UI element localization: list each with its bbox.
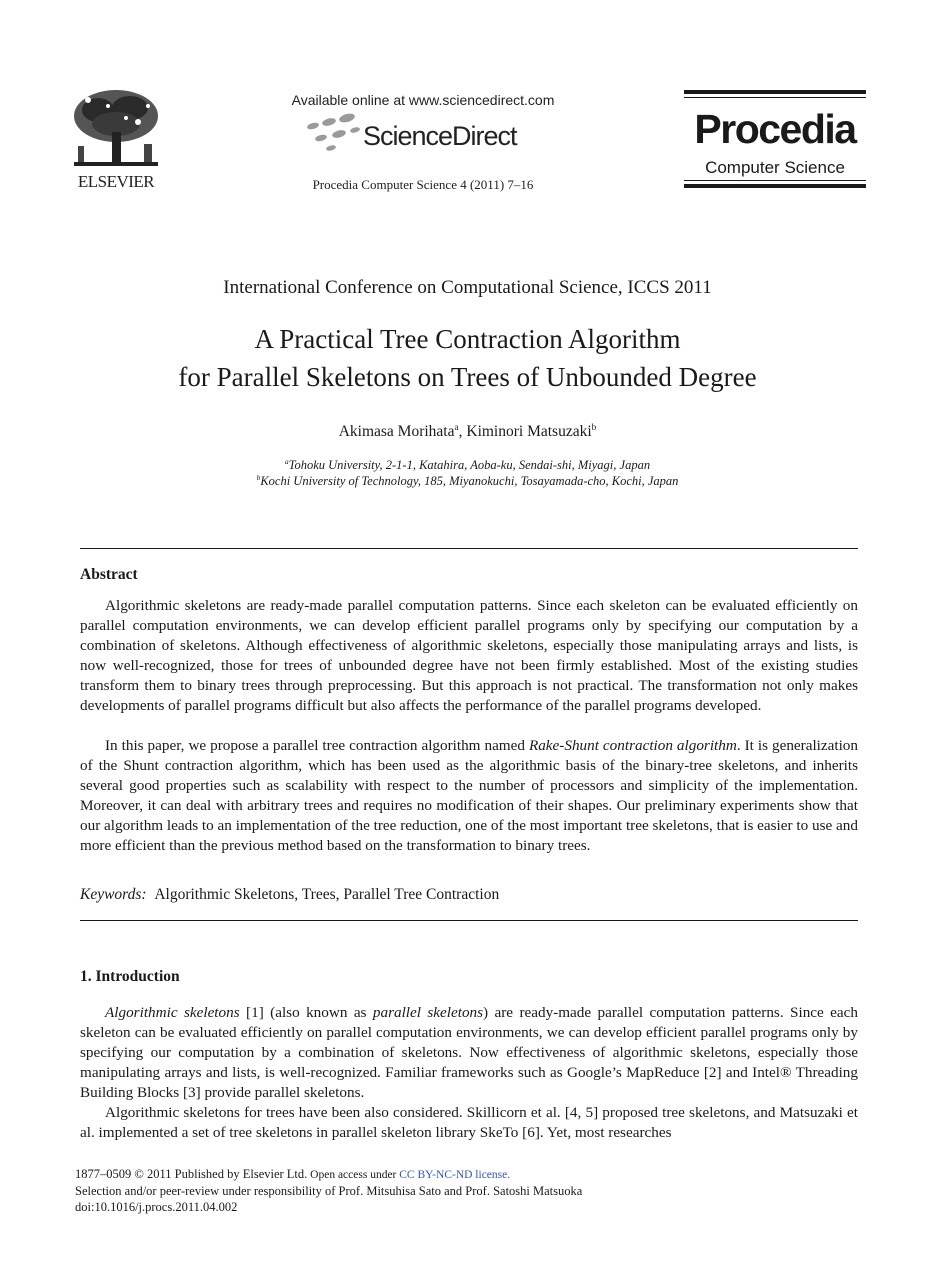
author-separator: , [458,423,467,440]
affiliation-mark: b [591,422,597,433]
keywords-list: Algorithmic Skeletons, Trees, Parallel Tree Contraction [154,886,500,903]
author-name: Kiminori Matsuzaki [466,423,592,440]
license-link[interactable]: CC BY-NC-ND license. [399,1169,511,1181]
abstract-top-rule [80,548,858,549]
sciencedirect-wordmark: ScienceDirect [363,121,517,151]
sciencedirect-dots-icon [303,112,363,156]
keywords-label: Keywords: [80,886,147,903]
affiliation-mark: a [454,422,459,433]
term-emphasis: Algorithmic skeletons [105,1004,240,1021]
sciencedirect-logo [303,112,543,156]
affiliation-text: Tohoku University, 2-1-1, Katahira, Aoba-ku, Sendai-shi, Miyagi, Japan [288,458,651,472]
affiliation-mark: a [284,456,289,466]
copyright-text: 1877–0509 © 2011 Published by Elsevier Ltd. [75,1167,308,1181]
intro-text: [1] (also known as [239,1004,373,1021]
affiliation-a [0,458,935,473]
introduction-paragraph-2: Algorithmic skeletons for trees have been also considered. Skillicorn et al. [4, 5] proposed tree skeletons, and Matsuzaki et al. implemented a set of tree skeletons in parallel skeleton library SkeTo [6]. Yet, most researches [80,1104,858,1142]
copyright-line [75,1167,510,1182]
introduction-paragraph-1 [80,1003,858,1103]
abstract-paragraph-1: Algorithmic skeletons are ready-made parallel computation patterns. Since each skeleton can be evaluated efficiently on parallel computation environments, we can develop efficient parallel programs only by specifying our computation by a combination of skeletons. Although effectiveness of algorithmic skeletons, especially those manipulating arrays and lists, is now well-recognized, those for trees of unbounded degree have not been firmly established. Most of the existing studies transform them to binary trees through preprocessing. But this approach is not practical. The transformation not only makes developments of parallel programs difficult but also affects the performance of the parallel programs developed. [80,597,858,715]
abstract-text: In this paper, we propose a parallel tree contraction algorithm named [105,737,529,754]
author-list [0,423,935,441]
keywords [80,886,499,904]
introduction-heading: 1. Introduction [80,968,180,985]
open-access-text: Open access under [307,1169,400,1181]
abstract-bottom-rule [80,920,858,921]
doi-line: doi:10.1016/j.procs.2011.04.002 [75,1200,238,1214]
paper-title-line-1: A Practical Tree Contraction Algorithm [254,324,681,354]
affiliation-b [0,474,935,489]
elsevier-logo [68,88,164,192]
procedia-rule-top [684,97,866,98]
abstract-paragraph-2 [80,736,858,857]
peer-review-line: Selection and/or peer-review under responsibility of Prof. Mitsuhisa Sato and Prof. Satoshi Matsuoka [75,1184,583,1198]
intro-text: ) are ready-made parallel computation patterns. Since each skeleton can be evaluated efficiently on parallel computation environments, we can develop efficient parallel programs only by specifying our computation by a combination of skeletons. Now effectiveness of algorithmic skeletons, especially those manipulating arrays and lists, is well-recognized. Familiar frameworks such as Google’s MapReduce [2] and Intel® Threading Building Blocks [3] provide parallel skeletons. [80,1004,859,1102]
affiliation-mark: b [256,472,261,482]
paper-title-line-2: for Parallel Skeletons on Trees of Unbounded Degree [178,362,757,392]
procedia-title: Procedia [694,106,856,152]
abstract-text: . It is generalization of the Shunt contraction algorithm, which has been used as the algorithmic basis of the binary-tree skeletons, and inherits several good properties such as scalability with respect to the number of processors and simplicity of the implementation. Moreover, it can deal with arbitrary trees and requires no modification of their shapes. Our preliminary experiments show that our algorithm leads to an implementation of the tree reduction, one of the most important tree skeletons, that is easier to use and more efficient than the previous method based on the transformation to binary trees. [80,737,858,855]
procedia-logo [684,90,866,188]
abstract-heading: Abstract [80,566,138,583]
affiliation-text: Kochi University of Technology, 185, Miyanokuchi, Tosayamada-cho, Kochi, Japan [260,474,679,488]
procedia-rule-bottom [684,180,866,181]
elsevier-tree-icon [68,88,164,170]
author-name: Akimasa Morihata [338,423,455,440]
algorithm-name: Rake-Shunt contraction algorithm [528,737,737,754]
journal-citation: Procedia Computer Science 4 (2011) 7–16 [312,177,534,192]
procedia-subtitle: Computer Science [705,158,845,177]
elsevier-wordmark: ELSEVIER [77,172,155,191]
term-emphasis: parallel skeletons [372,1004,484,1021]
conference-name: International Conference on Computational Science, ICCS 2011 [223,277,712,298]
available-online-text: Available online at www.sciencedirect.com [291,92,555,108]
